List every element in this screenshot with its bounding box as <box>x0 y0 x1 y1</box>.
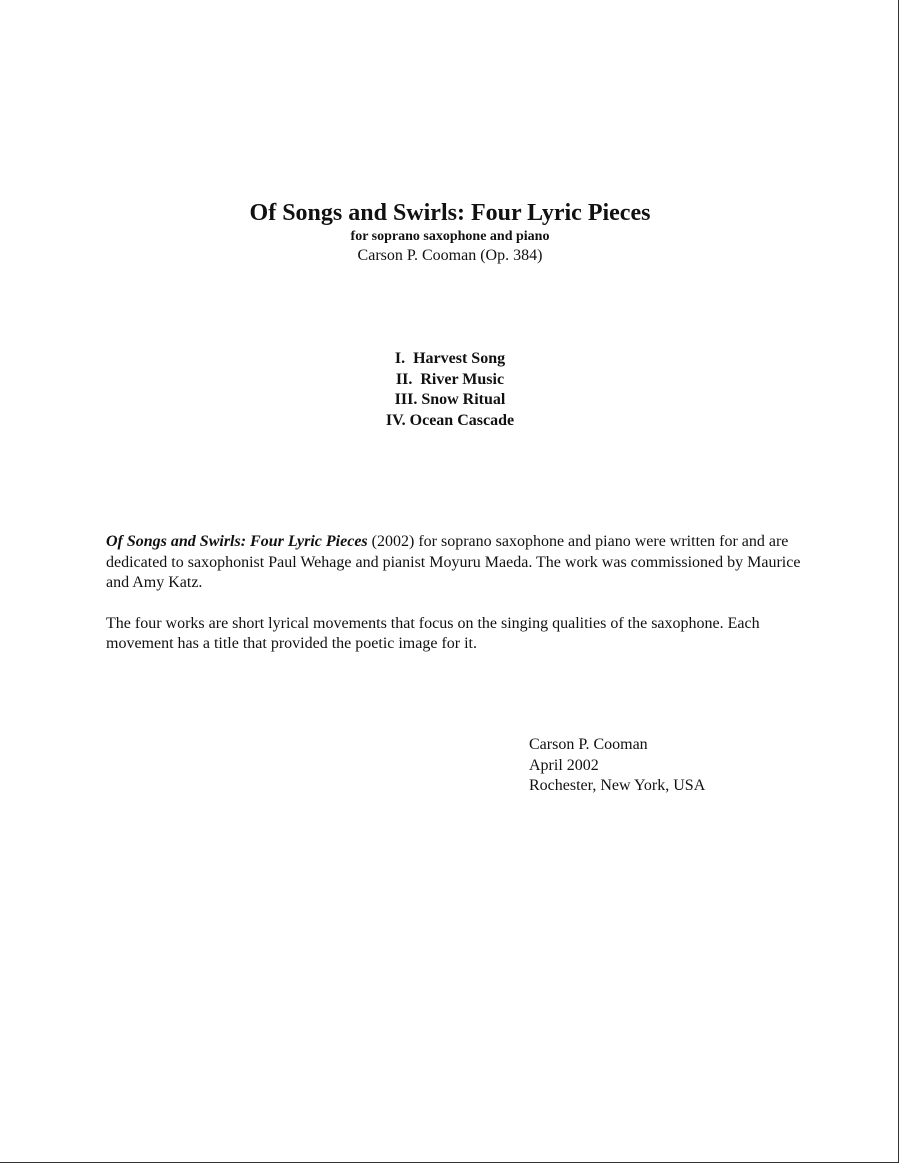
movement-list <box>0 349 900 431</box>
signature-name: Carson P. Cooman <box>529 736 648 753</box>
program-notes <box>106 532 806 675</box>
signature-block <box>529 735 705 797</box>
signature-place: Rochester, New York, USA <box>529 777 706 794</box>
signature-date: April 2002 <box>529 756 599 774</box>
movement-item-4: IV. Ocean Cascade <box>385 411 515 429</box>
program-note-text-2: The four works are short lyrical movements that focus on the singing qualities of the saxophone. Each movement has a title that provided the poetic image for it. <box>106 614 760 652</box>
program-note-paragraph-1 <box>106 532 806 594</box>
work-title: Of Songs and Swirls: Four Lyric Pieces <box>249 200 651 226</box>
composer-line: Carson P. Cooman (Op. 384) <box>357 247 543 264</box>
title-block <box>0 198 900 266</box>
movement-item-1: I. Harvest Song <box>394 350 506 367</box>
movement-item-2: II. River Music <box>395 370 505 388</box>
program-note-paragraph-2 <box>106 614 806 655</box>
instrumentation-subtitle: for soprano saxophone and piano <box>350 229 550 244</box>
movement-item-3: III. Snow Ritual <box>394 391 506 408</box>
program-note-text-1: (2002) for soprano saxophone and piano were written for and are dedicated to saxophonist Paul Wehage and pianist Moyuru Maeda. The work was commissioned by Maurice and Amy Katz. <box>106 533 801 591</box>
work-title-reference: Of Songs and Swirls: Four Lyric Pieces <box>106 533 368 550</box>
